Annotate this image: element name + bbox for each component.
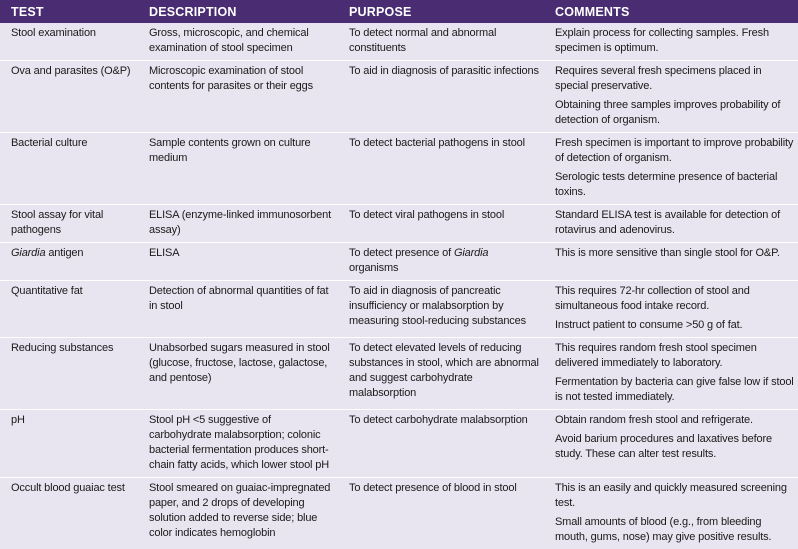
test-rest: antigen [45,247,83,259]
table-row [0,61,798,133]
cell-description: Sample contents grown on culture medium [138,133,338,205]
cell-purpose: To detect viral pathogens in stool [338,205,544,243]
table-row [0,205,798,243]
cell-purpose: To detect presence of blood in stool [338,478,544,549]
cell-purpose: To detect bacterial pathogens in stool [338,133,544,205]
comment-line: Serologic tests determine presence of bacterial toxins. [555,170,794,200]
cell-test: Reducing substances [0,338,138,410]
comment-line: Avoid barium procedures and laxatives before study. These can alter test results. [555,432,794,462]
comment-line: Explain process for collecting samples. Fresh specimen is optimum. [555,26,794,56]
table-row [0,281,798,338]
cell-description: Stool smeared on guaiac-impregnated paper, and 2 drops of developing solution added to reverse side; blue color indicates hemoglobin [138,478,338,549]
comment-line: Standard ELISA test is available for detection of rotavirus and adenovirus. [555,208,794,238]
test-italic-word: Giardia [11,247,45,259]
cell-comments [544,61,798,133]
table-row [0,243,798,281]
cell-description: Detection of abnormal quantities of fat in stool [138,281,338,338]
cell-test: Ova and parasites (O&P) [0,61,138,133]
comment-line: This is more sensitive than single stool for O&P. [555,246,794,261]
cell-comments [544,205,798,243]
comment-line: Obtain random fresh stool and refrigerate. [555,413,794,428]
table-row [0,338,798,410]
header-purpose: PURPOSE [338,0,544,23]
comment-line: Fresh specimen is important to improve probability of detection of organism. [555,136,794,166]
purpose-post: organisms [349,262,398,274]
cell-purpose [338,243,544,281]
cell-purpose: To aid in diagnosis of pancreatic insufficiency or malabsorption by measuring stool-reducing substances [338,281,544,338]
comment-line: Requires several fresh specimens placed in special preservative. [555,64,794,94]
cell-description: Stool pH <5 suggestive of carbohydrate malabsorption; colonic bacterial fermentation produces short-chain fatty acids, which lower stool pH [138,410,338,478]
cell-comments [544,23,798,61]
cell-purpose: To detect normal and abnormal constituents [338,23,544,61]
purpose-italic-word: Giardia [454,247,488,259]
cell-description: Microscopic examination of stool contents for parasites or their eggs [138,61,338,133]
cell-description: ELISA [138,243,338,281]
cell-comments [544,243,798,281]
comment-line: Fermentation by bacteria can give false low if stool is not tested immediately. [555,375,794,405]
cell-description: Unabsorbed sugars measured in stool (glucose, fructose, lactose, galactose, and pentose) [138,338,338,410]
cell-test: pH [0,410,138,478]
purpose-pre: To detect presence of [349,247,454,259]
header-test: TEST [0,0,138,23]
comment-line: This requires random fresh stool specimen delivered immediately to laboratory. [555,341,794,371]
header-comments: COMMENTS [544,0,798,23]
cell-comments [544,478,798,549]
table-row [0,133,798,205]
table-row [0,478,798,549]
cell-comments [544,410,798,478]
cell-test: Quantitative fat [0,281,138,338]
comment-line: Obtaining three samples improves probability of detection of organism. [555,98,794,128]
cell-purpose: To detect carbohydrate malabsorption [338,410,544,478]
cell-comments [544,281,798,338]
table-header-row [0,0,798,23]
cell-test: Occult blood guaiac test [0,478,138,549]
cell-test [0,243,138,281]
header-description: DESCRIPTION [138,0,338,23]
table-row [0,410,798,478]
cell-test: Stool assay for vital pathogens [0,205,138,243]
cell-test: Bacterial culture [0,133,138,205]
cell-description: Gross, microscopic, and chemical examination of stool specimen [138,23,338,61]
cell-purpose: To aid in diagnosis of parasitic infections [338,61,544,133]
cell-test: Stool examination [0,23,138,61]
comment-line: This requires 72-hr collection of stool and simultaneous food intake record. [555,284,794,314]
cell-comments [544,133,798,205]
cell-comments [544,338,798,410]
table-row [0,23,798,61]
comment-line: Small amounts of blood (e.g., from bleeding mouth, gums, nose) may give positive results. [555,515,794,545]
cell-description: ELISA (enzyme-linked immunosorbent assay) [138,205,338,243]
cell-purpose: To detect elevated levels of reducing substances in stool, which are abnormal and suggest carbohydrate malabsorption [338,338,544,410]
comment-line: Instruct patient to consume >50 g of fat. [555,318,794,333]
comment-line: This is an easily and quickly measured screening test. [555,481,794,511]
